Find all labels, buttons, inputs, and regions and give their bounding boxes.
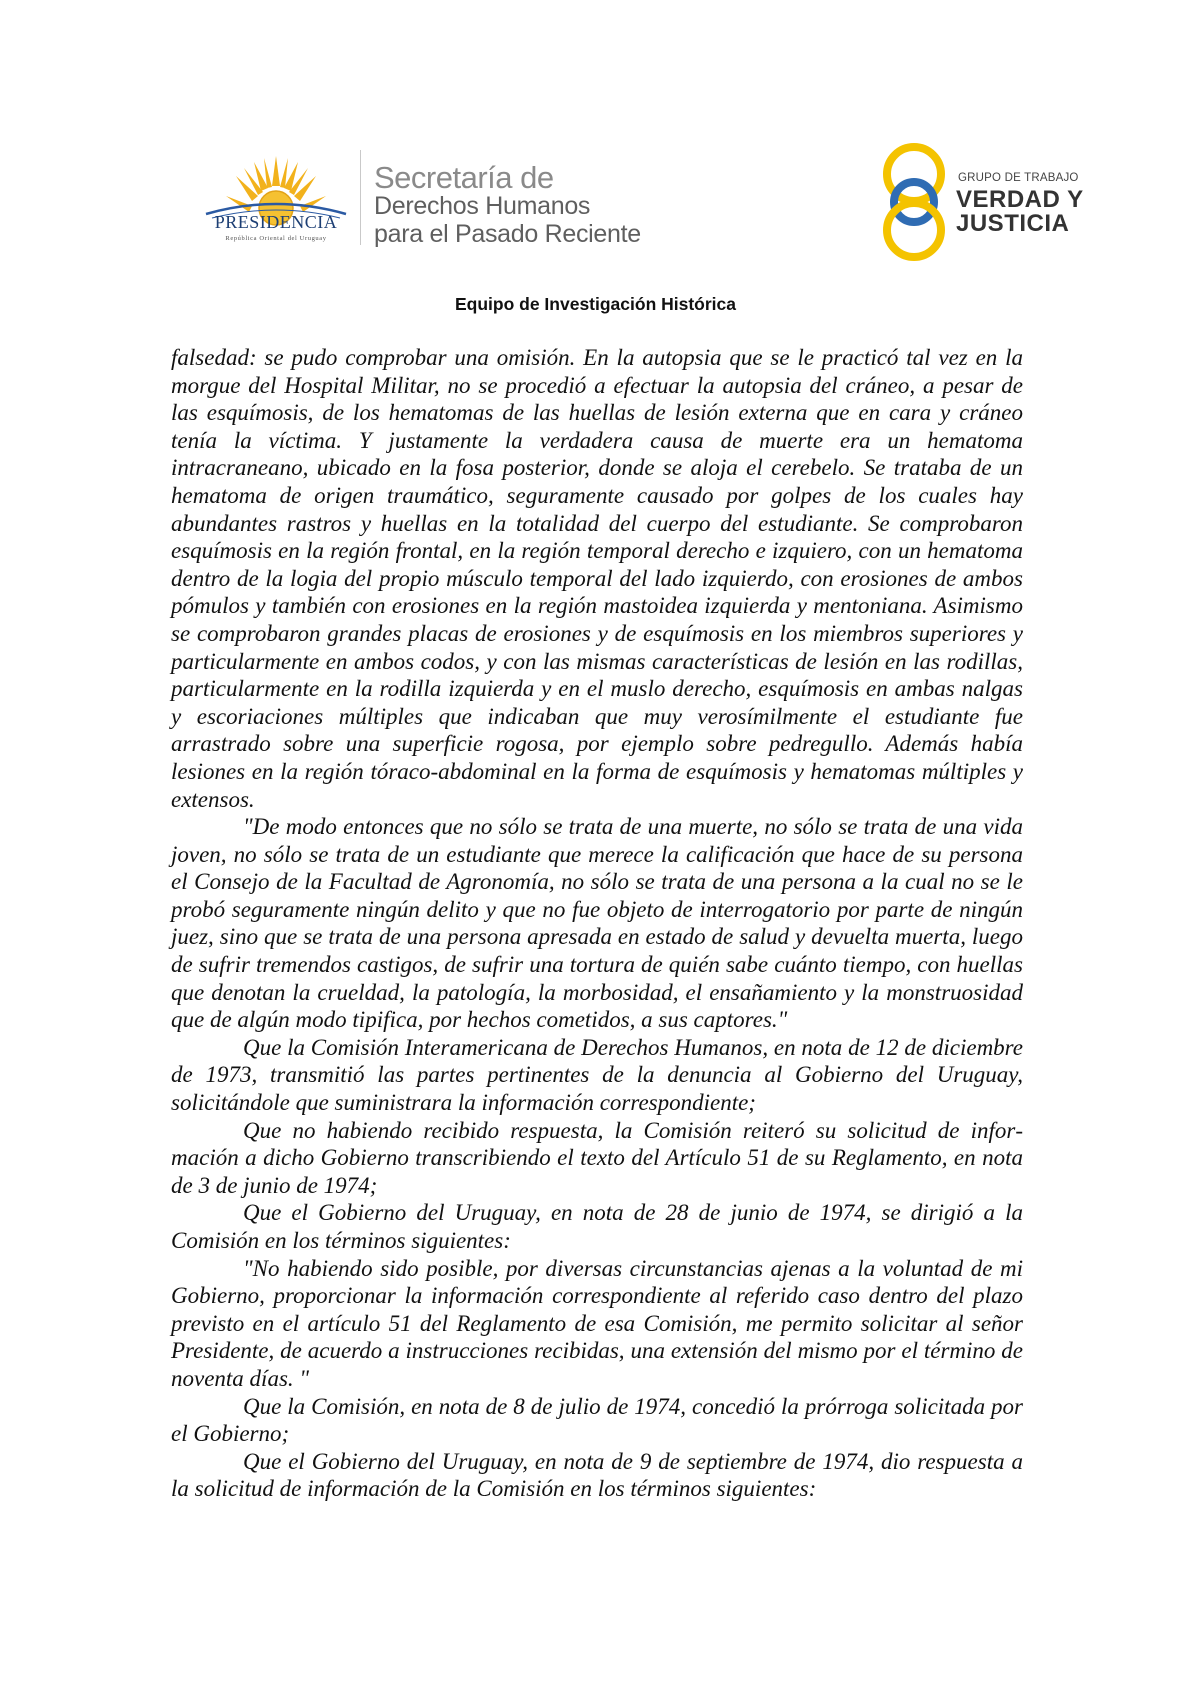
presidencia-subtitle: República Oriental del Uruguay <box>225 235 327 242</box>
paragraph: Que el Gobierno del Uruguay, en nota de 9 de septiembre de 1974, dio respuesta a la solicitud de información de la Comisión en los términos siguientes: <box>171 1448 1023 1502</box>
paragraph: "De modo entonces que no sólo se trata de una muerte, no sólo se trata de una vida joven, no sólo se trata de un estudiante que merece la calificación que hace de su persona el Consejo de la Facultad de Agronomía, no sólo se trata de una persona a la cual no se le probó seguramente ningún delito y que no fue objeto de interrogatorio por parte de ningún juez, sino que se trata de una persona apresada en estado de salud y devuelta muerta, luego de sufrir tremendos castigos, de sufrir una tortura de quién sabe cuánto tiempo, con huellas que denotan la crueldad, la patología, la morbosidad, el ensañamiento y la monstruosidad que de algún modo tipifica, por hechos cometidos, a sus captores." <box>171 814 1023 1033</box>
paragraph: Que la Comisión, en nota de 8 de julio de 1974, concedió la prórroga solicitada por el Gobierno; <box>171 1393 1023 1447</box>
paragraph: Que el Gobierno del Uruguay, en nota de 28 de junio de 1974, se dirigió a la Comisión en los términos siguientes: <box>171 1200 1023 1253</box>
secretaria-line-1: Secretaría de <box>374 160 554 195</box>
paragraph: "No habiendo sido posible, por diversas circunstancias ajenas a la voluntad de mi Gobierno, proporcionar la información correspondiente al referido caso dentro del plazo previsto en el artículo 51 del Reglamento de esa Comisión, me permito solicitar al señor Presidente, de acuerdo a instrucciones recibidas, una extensión del mismo por el término de noventa días. " <box>171 1255 1023 1391</box>
secretaria-line-2: Derechos Humanos <box>374 192 591 220</box>
grupo-trabajo-label: GRUPO DE TRABAJO <box>958 172 1079 184</box>
paragraph: Que no habiendo recibido respuesta, la Comisión reiteró su solicitud de información a dicho Gobierno transcribiendo el texto del Artículo 51 de su Reglamento, en nota de 3 de junio de 1974; <box>171 1117 1023 1198</box>
document-body <box>171 344 1023 1503</box>
presidencia-name: PRESIDENCIA <box>214 212 338 232</box>
page-title: Equipo de Investigación Histórica <box>454 294 737 314</box>
logo-divider <box>360 150 361 245</box>
verdad-y-label: VERDAD Y <box>956 186 1084 213</box>
interlocked-rings-icon <box>878 140 950 264</box>
justicia-label: JUSTICIA <box>956 210 1070 237</box>
paragraph: Que la Comisión Interamericana de Derechos Humanos, en nota de 12 de diciembre de 1973, transmitió las partes pertinentes de la denuncia al Gobierno del Uruguay, solicitándole que suministrara la información correspondiente; <box>171 1034 1023 1116</box>
paragraph: falsedad: se pudo comprobar una omisión. En la autopsia que se le practicó tal vez en la morgue del Hospital Militar, no se procedió a efectuar la autopsia del cráneo, a pesar de las esquímosis, de los hematomas de las huellas de lesión externa que en cara y cráneo tenía la víctima. Y justamente la verdadera causa de muerte era un hematoma intracraneano, ubicado en la fosa posterior, donde se aloja el cerebelo. Se trataba de un hematoma de origen traumático, seguramente causado por golpes de los cuales hay abundantes rastros y huellas en la totalidad del cuerpo del estudiante. Se comprobaron esquímosis en la región frontal, en la región temporal derecho e izquiero, con un hematoma dentro de la logia del propio músculo temporal del lado izquierdo, con erosiones de ambos pómulos y también con erosiones en la región mastoidea izquierda y mentoniana. Asimismo se comprobaron grandes placas de erosiones y de esquímosis en los miembros superiores y particularmente en ambos codos, y con las mismas características de lesión en las rodillas, particularmente en la rodilla izquierda y en el muslo derecho, esquímosis en ambas nalgas y escoriaciones múltiples que indicaban que muy verosímilmente el estudiante fue arrastrado sobre una superficie rogosa, por ejemplo sobre pedregullo. Además había lesiones en la región tóraco-abdominal en la forma de esquímosis y hematomas múltiples y extensos. <box>171 345 1023 812</box>
secretaria-line-3: para el Pasado Reciente <box>374 220 641 248</box>
page-header <box>0 0 1191 290</box>
